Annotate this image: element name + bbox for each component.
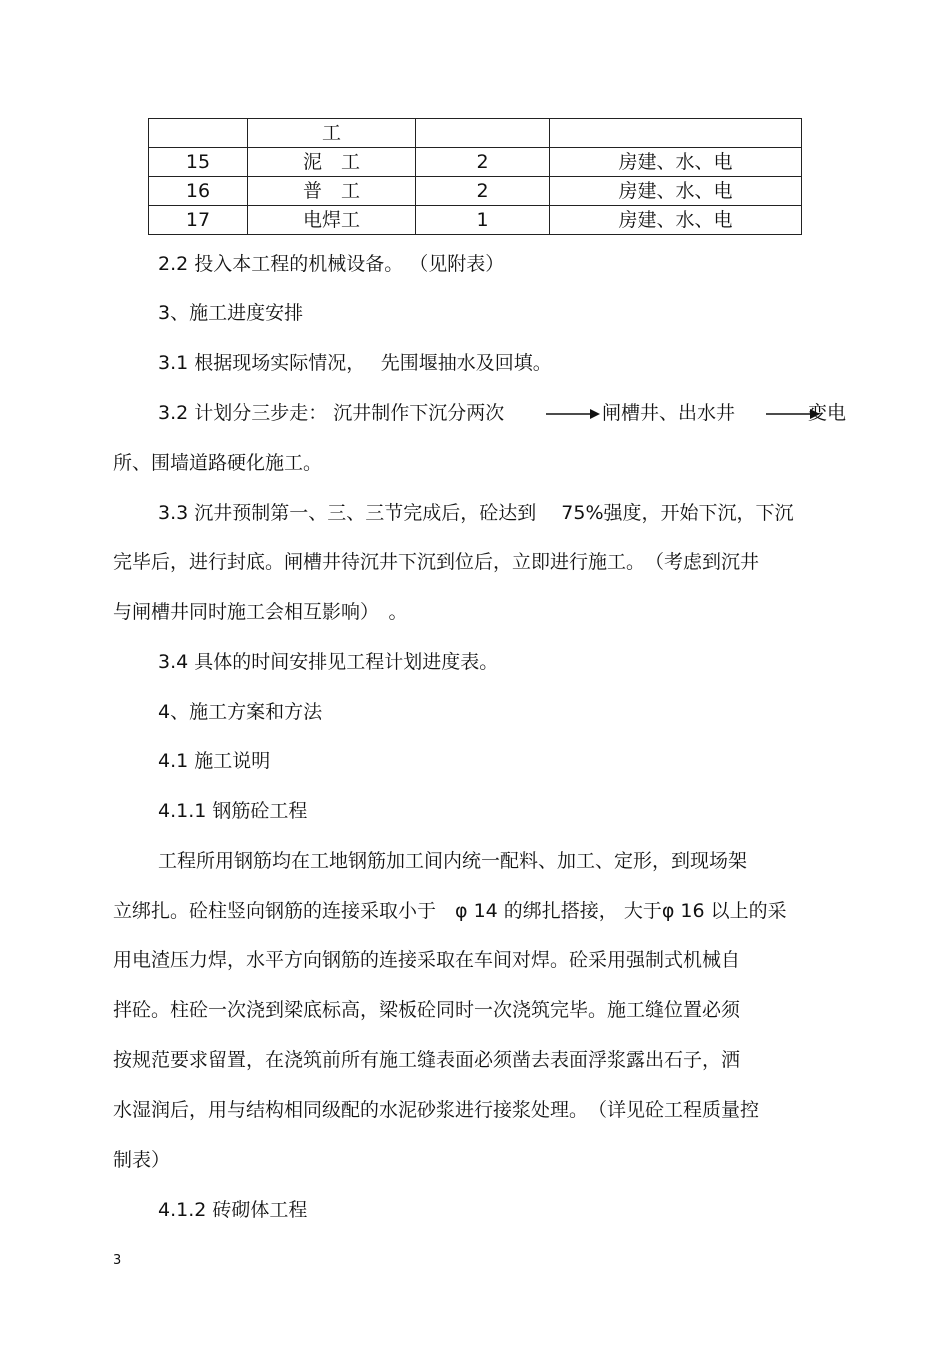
table-cell: 普 工 xyxy=(248,177,416,206)
paragraph-line: 水湿润后，用与结构相同级配的水泥砂浆进行接浆处理。 （详见砼工程质量控 xyxy=(113,1099,760,1121)
paragraph-line: 制表） xyxy=(113,1149,171,1171)
section-4-1-2-heading: 4.1.2 砖砌体工程 xyxy=(158,1199,308,1221)
table-cell: 房建、水、电 xyxy=(550,206,802,235)
table-row xyxy=(149,206,802,235)
section-3-2-text-part1: 3.2 计划分三步走： 沉井制作下沉分两次 xyxy=(158,402,505,424)
table-row xyxy=(149,177,802,206)
table-cell: 2 xyxy=(416,177,550,206)
section-4-heading: 4、施工方案和方法 xyxy=(158,701,323,723)
table-cell xyxy=(149,119,248,148)
table-cell: 工 xyxy=(248,119,416,148)
section-3-3-text: 3.3 沉井预制第一、三、三节完成后，砼达到 75%强度，开始下沉，下沉 xyxy=(158,502,794,524)
table-row xyxy=(149,148,802,177)
table-cell xyxy=(416,119,550,148)
crew-table xyxy=(148,118,802,235)
section-3-3-text-cont: 完毕后，进行封底。闸槽井待沉井下沉到位后，立即进行施工。 （考虑到沉井 xyxy=(113,551,760,573)
page-number: 3 xyxy=(113,1253,122,1268)
section-3-2-text-cont: 所、围墙道路硬化施工。 xyxy=(113,452,323,474)
table-cell xyxy=(550,119,802,148)
arrow-right-icon xyxy=(546,407,600,421)
table-cell: 16 xyxy=(149,177,248,206)
paragraph-line: 立绑扎。砼柱竖向钢筋的连接采取小于 φ 14 的绑扎搭接， 大于φ 16 以上的采 xyxy=(113,900,787,922)
table-cell: 2 xyxy=(416,148,550,177)
table-cell: 17 xyxy=(149,206,248,235)
paragraph-line: 工程所用钢筋均在工地钢筋加工间内统一配料、加工、定形，到现场架 xyxy=(158,850,748,872)
section-3-2-text-part3: 变电 xyxy=(808,402,847,424)
section-4-1-heading: 4.1 施工说明 xyxy=(158,750,271,772)
table-cell: 15 xyxy=(149,148,248,177)
section-2-2-text: 2.2 投入本工程的机械设备。 （见附表） xyxy=(158,253,505,275)
paragraph-line: 按规范要求留置，在浇筑前所有施工缝表面必须凿去表面浮浆露出石子，洒 xyxy=(113,1049,741,1071)
table-cell: 1 xyxy=(416,206,550,235)
table-cell: 电焊工 xyxy=(248,206,416,235)
table-cell: 泥 工 xyxy=(248,148,416,177)
section-3-3-text-cont: 与闸槽井同时施工会相互影响） 。 xyxy=(113,601,408,623)
section-3-heading: 3、施工进度安排 xyxy=(158,302,304,324)
section-4-1-1-heading: 4.1.1 钢筋砼工程 xyxy=(158,800,308,822)
table-row xyxy=(149,119,802,148)
table-cell: 房建、水、电 xyxy=(550,177,802,206)
table-cell: 房建、水、电 xyxy=(550,148,802,177)
paragraph-line: 拌砼。柱砼一次浇到梁底标高，梁板砼同时一次浇筑完毕。施工缝位置必须 xyxy=(113,999,741,1021)
paragraph-line: 用电渣压力焊，水平方向钢筋的连接采取在车间对焊。砼采用强制式机械自 xyxy=(113,949,741,971)
section-3-4-text: 3.4 具体的时间安排见工程计划进度表。 xyxy=(158,651,499,673)
section-3-1-text: 3.1 根据现场实际情况， 先围堰抽水及回填。 xyxy=(158,352,552,374)
section-3-2-text-part2: 闸槽井、出水井 xyxy=(602,402,736,424)
